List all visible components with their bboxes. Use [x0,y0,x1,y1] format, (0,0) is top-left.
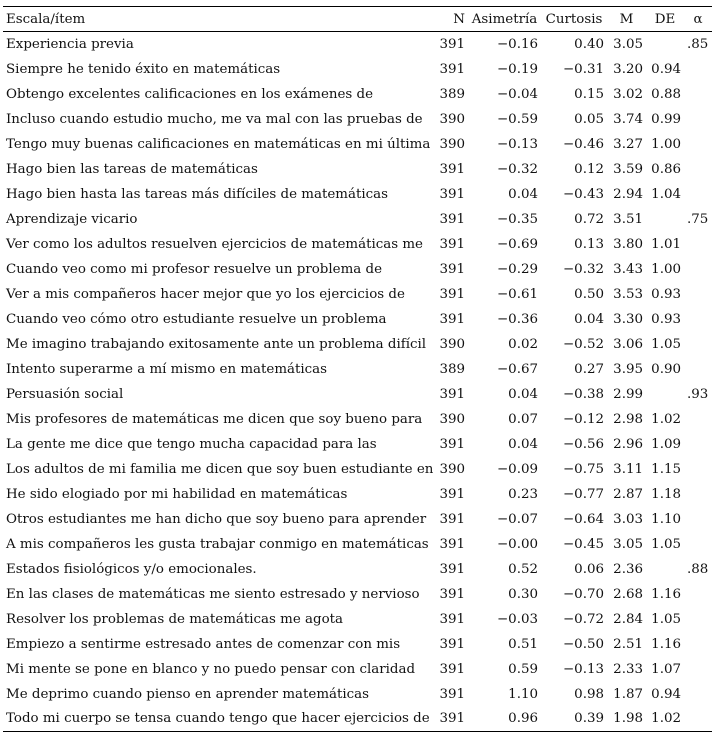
skewness-value: 0.04 [508,186,538,202]
n-value: 389 [439,86,465,102]
n-value: 391 [439,236,465,252]
mean-value: 3.43 [613,261,643,277]
alpha-value: .85 [687,36,709,52]
n-value: 391 [439,686,465,702]
alpha-value [684,607,712,632]
item-label: Cuando veo cómo otro estudiante resuelve un problema [6,311,387,327]
table-row [3,632,712,657]
mean-value: 3.06 [613,336,643,352]
skewness-value: −0.35 [496,211,538,227]
mean-value: 3.03 [613,511,643,527]
mean-value: 2.96 [613,436,643,452]
n-value: 390 [439,411,465,427]
sd-value: 0.90 [651,361,681,377]
n-value: 391 [439,511,465,527]
n-value: 391 [439,561,465,577]
kurtosis-value: −0.50 [562,636,604,652]
n-value: 391 [439,311,465,327]
table-row [3,107,712,132]
kurtosis-value: −0.32 [562,261,604,277]
sd-value: 1.01 [651,236,681,252]
kurtosis-value: −0.45 [562,536,604,552]
item-label: Mi mente se pone en blanco y no puedo pensar con claridad [6,661,416,677]
item-label: Resolver los problemas de matemáticas me agota [6,611,344,627]
mean-value: 2.98 [613,411,643,427]
kurtosis-value: −0.12 [562,411,604,427]
mean-value: 2.84 [613,611,643,627]
n-value: 391 [439,586,465,602]
kurtosis-value: −0.52 [562,336,604,352]
table-row [3,582,712,607]
item-label: Experiencia previa [6,36,134,52]
n-value: 391 [439,211,465,227]
skewness-value: 0.59 [508,661,538,677]
skewness-value: −0.03 [496,611,538,627]
sd-value: 1.16 [651,636,681,652]
n-value: 391 [439,611,465,627]
kurtosis-value: −0.75 [562,461,604,477]
table-row [3,307,712,332]
sd-value: 1.09 [651,436,681,452]
table-row [3,132,712,157]
mean-value: 1.98 [607,707,646,732]
sd-value: 1.02 [651,411,681,427]
n-value: 391 [439,486,465,502]
item-label: Tengo muy buenas calificaciones en matemáticas en mi última [6,136,431,152]
alpha-value [684,407,712,432]
skewness-value: −0.32 [496,161,538,177]
header-skewness: Asimetría [468,7,541,32]
item-label: Mis profesores de matemáticas me dicen que soy bueno para [6,411,423,427]
skewness-value: −0.04 [496,86,538,102]
kurtosis-value: −0.64 [562,511,604,527]
sd-value [646,32,684,57]
header-sd: DE [646,7,684,32]
item-label: Incluso cuando estudio mucho, me va mal con las pruebas de [6,111,423,127]
item-label: Otros estudiantes me han dicho que soy bueno para aprender [6,511,427,527]
n-value: 391 [439,436,465,452]
sd-value: 0.93 [651,286,681,302]
n-value: 390 [439,136,465,152]
skewness-value: −0.67 [496,361,538,377]
table-row [3,407,712,432]
alpha-value: .93 [687,386,709,402]
table-row [3,32,712,57]
mean-value: 2.94 [613,186,643,202]
item-label: Estados fisiológicos y/o emocionales. [6,561,257,577]
item-label: Hago bien hasta las tareas más difíciles de matemáticas [6,186,388,202]
skewness-value: 0.52 [508,561,538,577]
alpha-value [684,182,712,207]
item-label: Ver a mis compañeros hacer mejor que yo los ejercicios de [6,286,405,302]
sd-value: 0.99 [651,111,681,127]
kurtosis-value: 0.27 [574,361,604,377]
mean-value: 3.27 [613,136,643,152]
sd-value [646,382,684,407]
kurtosis-value: −0.31 [562,61,604,77]
mean-value: 3.74 [613,111,643,127]
table-row [3,232,712,257]
alpha-value [684,307,712,332]
skewness-value: −0.69 [496,236,538,252]
sd-value: 1.02 [646,707,684,732]
alpha-value [684,132,712,157]
item-label: He sido elogiado por mi habilidad en matemáticas [6,486,348,502]
n-value: 391 [439,161,465,177]
table-row [3,682,712,707]
kurtosis-value: −0.77 [562,486,604,502]
skewness-value: 0.02 [508,336,538,352]
kurtosis-value: 0.98 [574,686,604,702]
mean-value: 3.53 [613,286,643,302]
kurtosis-value: −0.43 [562,186,604,202]
alpha-value [684,57,712,82]
mean-value: 2.68 [613,586,643,602]
sd-value: 0.93 [651,311,681,327]
item-label: Todo mi cuerpo se tensa cuando tengo que hacer ejercicios de [3,707,433,732]
kurtosis-value: −0.72 [562,611,604,627]
kurtosis-value: 0.72 [574,211,604,227]
item-label: En las clases de matemáticas me siento estresado y nervioso [6,586,420,602]
header-scale-item: Escala/ítem [3,7,433,32]
n-value: 391 [439,386,465,402]
alpha-value [684,107,712,132]
item-label: Hago bien las tareas de matemáticas [6,161,258,177]
n-value: 390 [439,111,465,127]
table-row [3,457,712,482]
sd-value [646,207,684,232]
item-label: Obtengo excelentes calificaciones en los exámenes de [6,86,374,102]
table-row [3,357,712,382]
table-row [3,532,712,557]
skewness-value: −0.19 [496,61,538,77]
item-label: Me imagino trabajando exitosamente ante un problema difícil [6,336,427,352]
mean-value: 2.33 [613,661,643,677]
kurtosis-value: 0.04 [574,311,604,327]
sd-value: 1.00 [651,136,681,152]
table-body [3,32,712,732]
alpha-value: .88 [687,561,709,577]
kurtosis-value: −0.13 [562,661,604,677]
header-kurtosis: Curtosis [541,7,607,32]
table-row [3,607,712,632]
n-value: 391 [433,707,468,732]
table-row [3,82,712,107]
skewness-value: 0.04 [508,436,538,452]
alpha-value [684,657,712,682]
mean-value: 1.87 [613,686,643,702]
alpha-value [684,507,712,532]
n-value: 391 [439,261,465,277]
item-label: Aprendizaje vicario [6,211,138,227]
kurtosis-value: 0.39 [541,707,607,732]
n-value: 390 [439,461,465,477]
alpha-value [684,432,712,457]
table-row [3,432,712,457]
alpha-value [684,82,712,107]
n-value: 391 [439,636,465,652]
alpha-value [684,157,712,182]
kurtosis-value: 0.50 [574,286,604,302]
sd-value: 1.05 [651,336,681,352]
skewness-value: −0.59 [496,111,538,127]
table-row [3,157,712,182]
kurtosis-value: 0.15 [574,86,604,102]
kurtosis-value: 0.06 [574,561,604,577]
item-label: A mis compañeros les gusta trabajar conmigo en matemáticas [6,536,429,552]
sd-value: 1.05 [651,611,681,627]
skewness-value: −0.00 [496,536,538,552]
n-value: 391 [439,36,465,52]
skewness-value: 0.23 [508,486,538,502]
item-label: La gente me dice que tengo mucha capacidad para las [6,436,377,452]
sd-value: 1.04 [651,186,681,202]
table-row [3,482,712,507]
mean-value: 3.02 [613,86,643,102]
mean-value: 3.20 [613,61,643,77]
sd-value: 1.10 [651,511,681,527]
header-n: N [433,7,468,32]
sd-value: 1.15 [651,461,681,477]
mean-value: 3.05 [613,536,643,552]
item-label: Me deprimo cuando pienso en aprender matemáticas [6,686,370,702]
n-value: 391 [439,186,465,202]
sd-value: 0.86 [651,161,681,177]
n-value: 391 [439,661,465,677]
table-row [3,332,712,357]
kurtosis-value: 0.12 [574,161,604,177]
item-label: Empiezo a sentirme estresado antes de comenzar con mis [6,636,401,652]
kurtosis-value: −0.46 [562,136,604,152]
sd-value: 0.88 [651,86,681,102]
n-value: 391 [439,61,465,77]
skewness-value: −0.07 [496,511,538,527]
alpha-value [684,257,712,282]
n-value: 391 [439,286,465,302]
skewness-value: −0.13 [496,136,538,152]
mean-value: 3.59 [613,161,643,177]
skewness-value: 0.51 [508,636,538,652]
mean-value: 3.30 [613,311,643,327]
kurtosis-value: 0.40 [574,36,604,52]
kurtosis-value: −0.56 [562,436,604,452]
table-row [3,657,712,682]
skewness-value: −0.09 [496,461,538,477]
n-value: 391 [439,536,465,552]
table-row [3,257,712,282]
table-row [3,707,712,732]
mean-value: 3.51 [613,211,643,227]
skewness-value: −0.36 [496,311,538,327]
mean-value: 3.95 [613,361,643,377]
sd-value: 1.00 [651,261,681,277]
alpha-value [684,632,712,657]
alpha-value [684,457,712,482]
alpha-value [684,332,712,357]
alpha-value [684,282,712,307]
item-label: Ver como los adultos resuelven ejercicios de matemáticas me [6,236,423,252]
table-header [3,7,712,32]
sd-value: 1.05 [651,536,681,552]
skewness-value: 0.30 [508,586,538,602]
item-label: Los adultos de mi familia me dicen que soy buen estudiante en [6,461,433,477]
header-alpha: α [684,7,712,32]
mean-value: 2.99 [613,386,643,402]
descriptive-statistics-table [3,6,712,732]
item-label: Persuasión social [6,386,124,402]
mean-value: 2.87 [613,486,643,502]
kurtosis-value: −0.38 [562,386,604,402]
sd-value: 1.07 [651,661,681,677]
item-label: Intento superarme a mí mismo en matemáticas [6,361,328,377]
alpha-value [684,682,712,707]
mean-value: 2.51 [613,636,643,652]
alpha-value [684,532,712,557]
alpha-value [684,482,712,507]
skewness-value: 0.04 [508,386,538,402]
n-value: 389 [439,361,465,377]
skewness-value: −0.29 [496,261,538,277]
sd-value: 0.94 [651,686,681,702]
sd-value: 1.18 [651,486,681,502]
alpha-value: .75 [687,211,709,227]
table-row [3,507,712,532]
item-label: Siempre he tenido éxito en matemáticas [6,61,281,77]
mean-value: 2.36 [613,561,643,577]
alpha-value [684,707,712,732]
skewness-value: 1.10 [508,686,538,702]
alpha-value [684,232,712,257]
table-row [3,557,712,582]
skewness-value: 0.96 [468,707,541,732]
mean-value: 3.11 [613,461,643,477]
kurtosis-value: 0.13 [574,236,604,252]
item-label: Cuando veo como mi profesor resuelve un problema de [6,261,383,277]
n-value: 390 [439,336,465,352]
table-row [3,282,712,307]
mean-value: 3.80 [613,236,643,252]
header-row [3,7,712,32]
sd-value: 0.94 [651,61,681,77]
table-row [3,57,712,82]
alpha-value [684,357,712,382]
sd-value [646,557,684,582]
sd-value: 1.16 [651,586,681,602]
alpha-value [684,582,712,607]
skewness-value: 0.07 [508,411,538,427]
skewness-value: −0.61 [496,286,538,302]
header-mean: M [607,7,646,32]
kurtosis-value: −0.70 [562,586,604,602]
table-row [3,382,712,407]
kurtosis-value: 0.05 [574,111,604,127]
table-row [3,207,712,232]
table-row [3,182,712,207]
skewness-value: −0.16 [496,36,538,52]
mean-value: 3.05 [613,36,643,52]
